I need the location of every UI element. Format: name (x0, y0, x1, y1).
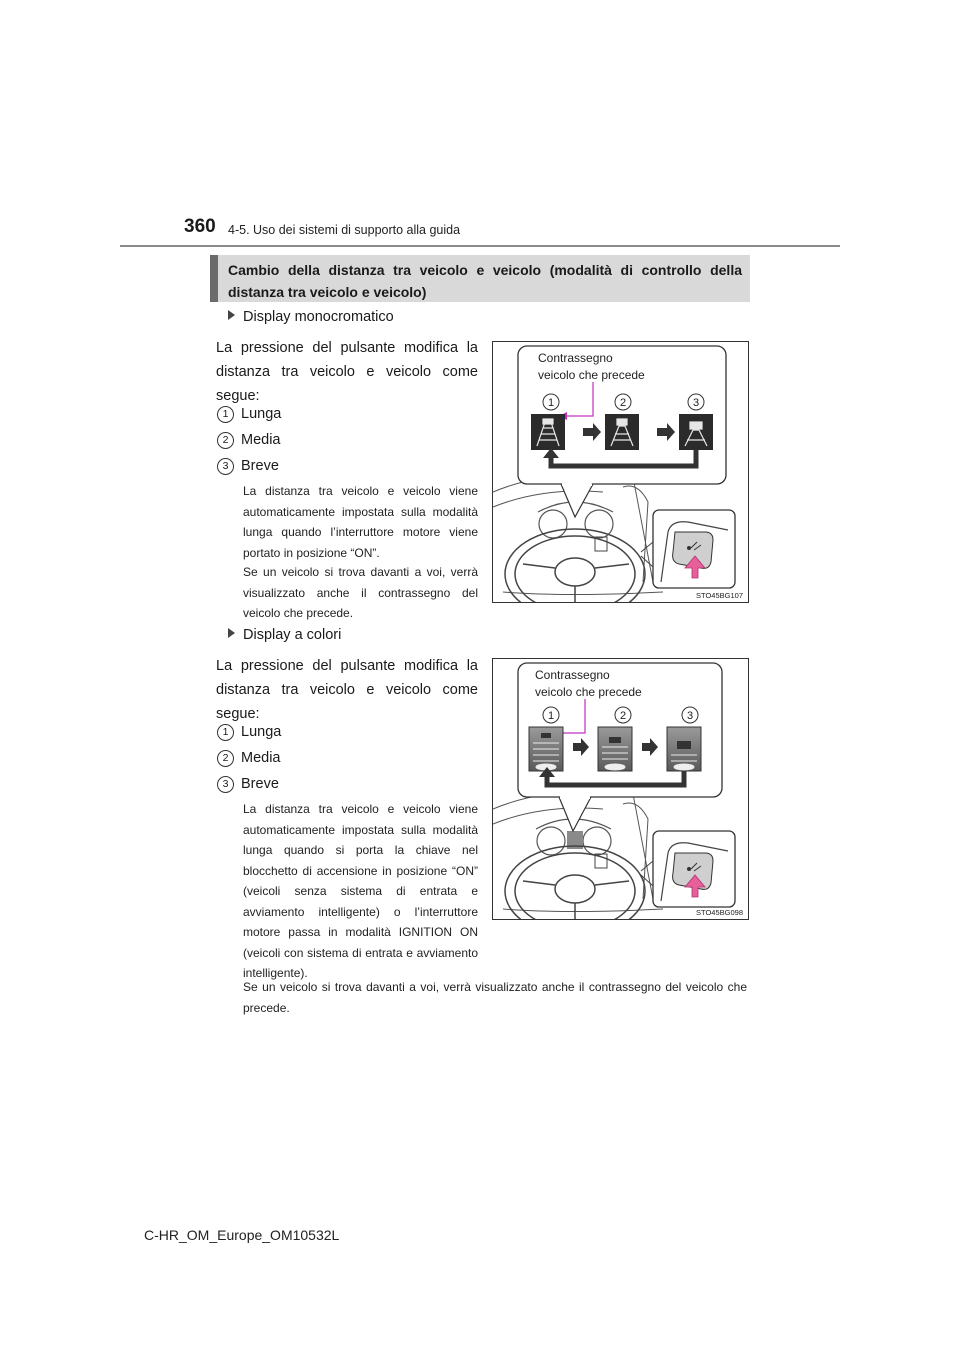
color-step-3: 3 (686, 710, 694, 722)
mono-item-3 (217, 456, 279, 476)
mono-item-3-label: Breve (241, 458, 279, 474)
color-item-1-label: Lunga (241, 724, 282, 740)
color-step-2: 2 (619, 710, 627, 722)
color-callout-line-1: Contrassegno (535, 668, 610, 682)
color-item-2-label: Media (241, 750, 281, 766)
number-badge: 1 (217, 724, 234, 741)
mono-item-2-label: Media (241, 432, 281, 448)
mono-item-1 (217, 404, 281, 424)
color-figure-code: STO45BG098 (696, 908, 743, 917)
color-item-2 (217, 748, 281, 768)
mono-note-2: Se un veicolo si trova davanti a voi, verrà visualizzato anche il contrassegno del veicolo che precede. (243, 565, 478, 620)
number-badge: 1 (217, 406, 234, 423)
triangle-bullet-icon (228, 310, 235, 320)
number-badge: 2 (217, 750, 234, 767)
chapter-title: 4-5. Uso dei sistemi di supporto alla guida (228, 223, 461, 237)
mono-figure (492, 341, 749, 603)
mono-heading-text: Display monocromatico (243, 309, 394, 325)
color-heading (228, 627, 341, 643)
header-divider (120, 245, 840, 247)
number-badge: 3 (217, 776, 234, 793)
color-note-2: Se un veicolo si trova davanti a voi, verrà visualizzato anche il contrassegno del veicolo che precede. (243, 980, 747, 1015)
mono-item-2 (217, 430, 281, 450)
footer-doc-code: C-HR_OM_Europe_OM10532L (144, 1227, 340, 1243)
mono-intro: La pressione del pulsante modifica la distanza tra veicolo e veicolo come segue: (216, 340, 478, 404)
color-intro: La pressione del pulsante modifica la distanza tra veicolo e veicolo come segue: (216, 658, 478, 722)
number-badge: 3 (217, 458, 234, 475)
number-badge: 2 (217, 432, 234, 449)
mono-step-1: 1 (547, 397, 555, 409)
mono-heading (228, 309, 394, 325)
color-step-1: 1 (547, 710, 555, 722)
mono-step-3: 3 (692, 397, 700, 409)
color-figure-illustration (493, 659, 748, 919)
color-callout-line-2: veicolo che precede (535, 685, 642, 699)
mono-figure-code: STO45BG107 (696, 591, 743, 600)
color-figure (492, 658, 749, 920)
mono-note-1: La distanza tra veicolo e veicolo viene automaticamente impostata sulla modalità lunga quando l’interruttore motore viene portato in posizione “ON”. (243, 484, 478, 560)
color-heading-text: Display a colori (243, 627, 342, 643)
color-item-3-label: Breve (241, 776, 279, 792)
mono-callout-line-1: Contrassegno (538, 351, 613, 365)
color-item-1 (217, 722, 281, 742)
color-note-1: La distanza tra veicolo e veicolo viene automaticamente impostata sulla modalità lunga quando si porta la chiave nel blocchetto di accensione in posizione “ON” (veicoli senza sistema di entrata e avviamento intelligente) o l’interruttore motore passa in modalità IGNITION ON (veicoli con sistema di entrata e avviamento intelligente). (243, 802, 478, 980)
section-title-box (210, 255, 750, 302)
mono-item-1-label: Lunga (241, 406, 282, 422)
mono-callout-line-2: veicolo che precede (538, 368, 645, 382)
section-title: Cambio della distanza tra veicolo e veicolo (modalità di controllo della distanza tra veicolo e veicolo) (228, 262, 742, 300)
mono-step-2: 2 (619, 397, 627, 409)
triangle-bullet-icon (228, 628, 235, 638)
mono-figure-illustration (493, 342, 748, 602)
page-number: 360 (184, 216, 216, 237)
color-item-3 (217, 774, 279, 794)
